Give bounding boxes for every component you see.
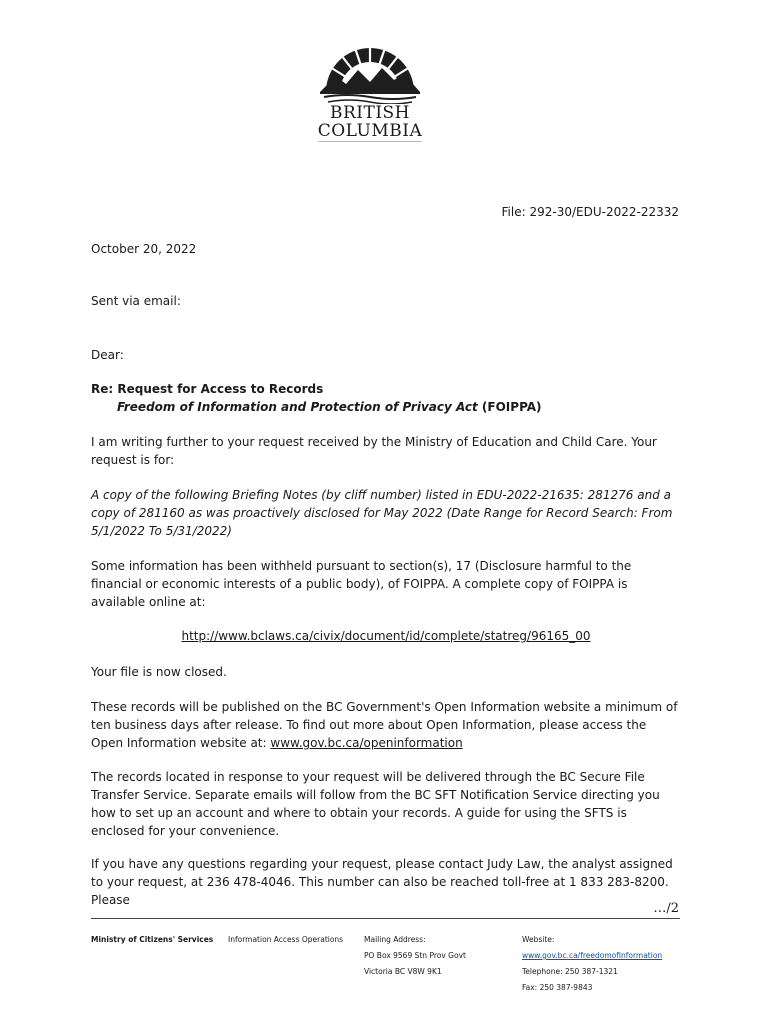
footer-operations: Information Access Operations xyxy=(228,935,344,944)
paragraph-request-intro: I am writing further to your request received by the Ministry of Education and Child Care. Your request is for: xyxy=(91,435,657,467)
foippa-link[interactable]: http://www.bclaws.ca/civix/document/id/complete/statreg/96165_00 xyxy=(181,629,591,643)
foippa-link-row xyxy=(91,627,681,645)
website-label: Website: xyxy=(522,935,555,944)
logo-underline xyxy=(318,141,422,142)
footer-fax: Fax: 250 387-9843 xyxy=(522,983,593,992)
logo-columbia: COLUMBIA xyxy=(317,121,423,141)
salutation: Dear: xyxy=(91,348,124,362)
paragraph-request-text: A copy of the following Briefing Notes (by cliff number) listed in EDU-2022-21635: 281276 and a copy of 281160 as was proactively disclosed for May 2022 (Date Range for Record Search: From 5/1/2022 To 5/31/2022) xyxy=(91,488,673,538)
file-reference: File: 292-30/EDU-2022-22332 xyxy=(501,205,679,219)
website-link[interactable]: www.gov.bc.ca/freedomofinformation xyxy=(522,951,663,960)
bc-government-logo xyxy=(310,42,430,146)
re-subject: Re: Request for Access to Records xyxy=(91,382,324,396)
letter-date: October 20, 2022 xyxy=(91,242,197,256)
footer-mailing-address xyxy=(364,932,466,980)
mailing-line1: PO Box 9569 Stn Prov Govt xyxy=(364,951,466,960)
footer-contact xyxy=(522,932,662,996)
paragraph-sft-delivery: The records located in response to your request will be delivered through the BC Secure File Transfer Service. Separate emails will follow from the BC SFT Notification Service directing you how to set up an account and where to obtain your records. A guide for using the SFTS is enclosed for your convenience. xyxy=(91,770,660,838)
page-continuation: …/2 xyxy=(653,901,679,916)
act-abbreviation: (FOIPPA) xyxy=(477,400,542,414)
footer-divider xyxy=(91,918,680,919)
paragraph-contact: If you have any questions regarding your request, please contact Judy Law, the analyst assigned to your request, at 236 478-4046. This number can also be reached toll-free at 1 833 283-8200. Please xyxy=(91,857,673,907)
footer-ministry: Ministry of Citizens' Services xyxy=(91,935,214,944)
mailing-label: Mailing Address: xyxy=(364,935,426,944)
paragraph-open-information xyxy=(91,698,681,752)
open-information-link[interactable]: www.gov.bc.ca/openinformation xyxy=(270,736,463,750)
logo-british: BRITISH xyxy=(329,103,411,123)
paragraph-withheld: Some information has been withheld pursuant to section(s), 17 (Disclosure harmful to the financial or economic interests of a public body), of FOIPPA. A complete copy of FOIPPA is available online at: xyxy=(91,559,632,609)
sent-via: Sent via email: xyxy=(91,294,181,308)
re-act xyxy=(117,398,542,416)
footer-telephone: Telephone: 250 387-1321 xyxy=(522,967,618,976)
open-info-text: These records will be published on the BC Government's Open Information website a minimum of ten business days after release. To find out more about Open Information, please access the Open Information website at: xyxy=(91,700,678,750)
mailing-line2: Victoria BC V8W 9K1 xyxy=(364,967,442,976)
paragraph-file-closed: Your file is now closed. xyxy=(91,665,227,679)
act-name: Freedom of Information and Protection of Privacy Act xyxy=(117,400,478,414)
sun-mountains-icon xyxy=(310,42,430,104)
